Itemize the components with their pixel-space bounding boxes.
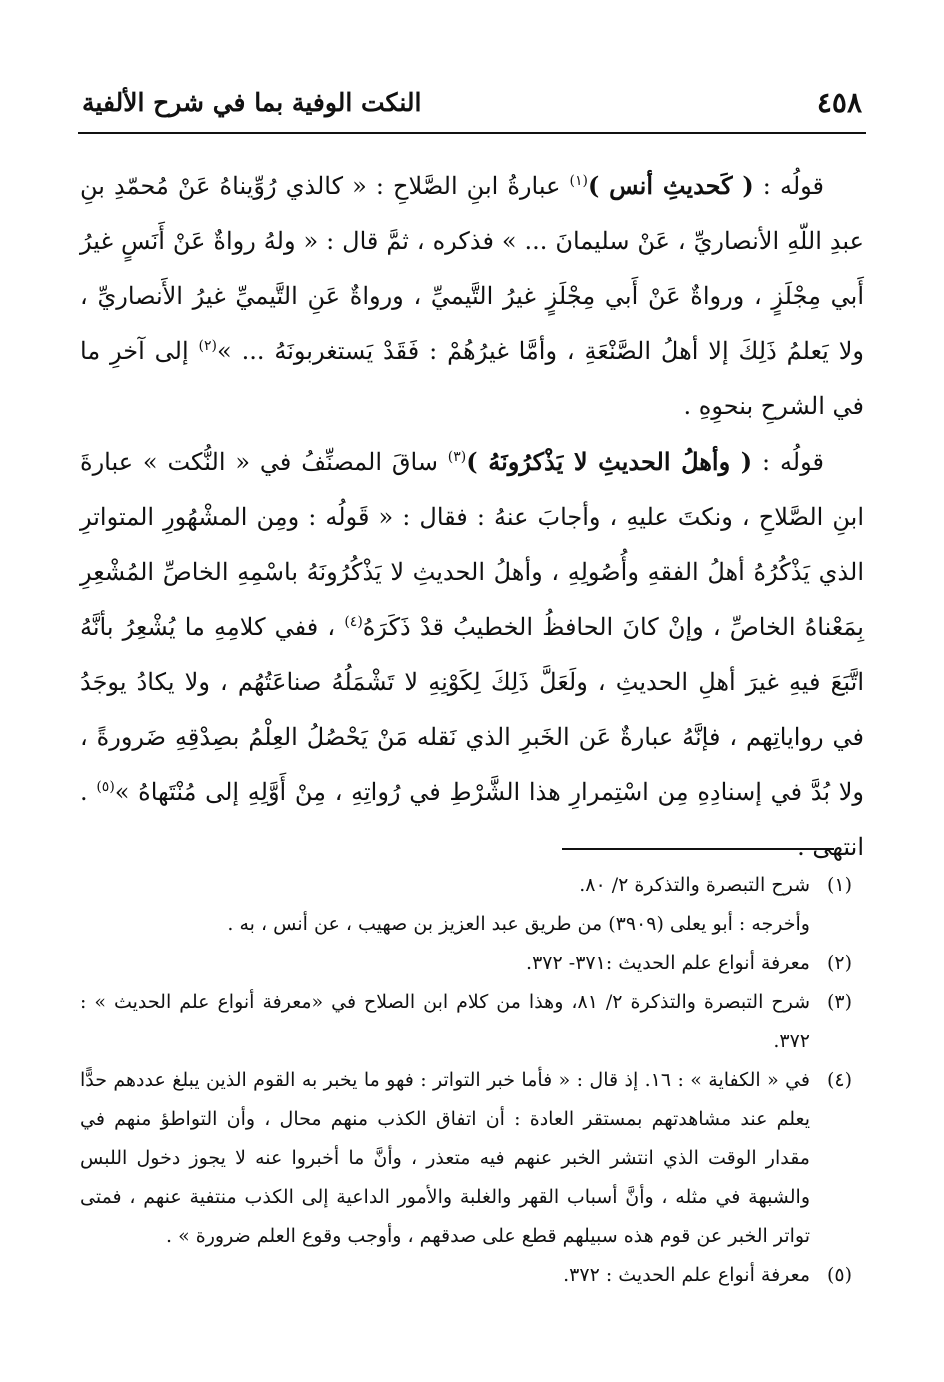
- footnote-number: (٥): [826, 1264, 852, 1286]
- paragraph-lead: قولُه :: [753, 172, 824, 200]
- footnote-ref-3[interactable]: (٣): [447, 449, 467, 465]
- footnote-ref-4[interactable]: (٤): [344, 614, 363, 630]
- footnote-2: [80, 944, 852, 983]
- footnote-ref-5[interactable]: (٥): [96, 779, 115, 795]
- lemma: ( وأهلُ الحديثِ لا يَذْكرُونَهُ ): [466, 447, 753, 476]
- footnote-ref-2[interactable]: (٢): [198, 338, 218, 354]
- footnote-text: في « الكفاية » : ١٦. إذ قال : « فأما خبر التواتر : فهو ما يخبر به القوم الذين يبلغ عددهم حدًّا يعلم عند مشاهدتهم بمستقر العادة : أن اتفاق الكذب منهم محال ، وأن التواطؤ منهم في مقدار الوقت الذي انتشر الخبر عنهم فيه متعذر ، وأنَّ ما أخبروا عنه لا يجوز دخول اللبس والشبهة في مثله ، وأنَّ أسباب القهر والغلبة والأمور الداعية إلى الكذب منتفية عنهم ، فمتى تواتر الخبر عن قوم هذه سبيلهم قطع على صدقهم ، وأوجب وقوع العلم ضرورة » .: [80, 1069, 811, 1247]
- paragraph-1: [80, 158, 864, 434]
- footnote-4: [80, 1061, 852, 1256]
- paragraph-text: إلى آخرِ ما في الشرحِ بنحوِهِ .: [80, 337, 864, 420]
- paragraph-text: . انتهى .: [80, 778, 864, 861]
- paragraph-text: عبارةُ ابنِ الصَّلاحِ : « كالذي رُوِّيناهُ عَنْ مُحمّدِ بنِ عبدِ اللّهِ الأنصاريِّ ، عَنْ سليمانَ ... » فذكره ، ثمَّ قال : « ولهُ رواةٌ عَنْ أَنَسٍ غيرُ أَبي مِجْلَزٍ ، ورواةٌ عَنْ أَبي مِجْلَزٍ غيرُ التَّيميِّ ، ورواةٌ عَنِ التَّيميِّ غيرُ الأَنصاريِّ ، ولا يَعلمُ ذَلِكَ إلا أهلُ الصَّنْعَةِ ، وأمَّا غيرُهُمْ : فَقَدْ يَستغربونَهُ ... »: [80, 172, 864, 365]
- paragraph-text: ، ففي كلامِهِ ما يُشْعِرُ بأنَّهُ اتَّبَعَ فيهِ غيرَ أهلِ الحديثِ ، ولَعَلَّ ذَلِكَ لِكَوْنِهِ لا تَشْمَلُهُ صناعَتُهُم ، ولا يكادُ يوجَدُ في رواياتِهم ، فإنَّهُ عبارةٌ عَن الخَبرِ الذي نَقله مَنْ يَحْصُلُ العِلْمُ بصِدْقِهِ ضَرورةً ، ولا بُدَّ في إسنادِهِ مِن اسْتِمرارِ هذا الشَّرْطِ في رُواتِهِ ، مِنْ أَوَّلِهِ إلى مُنْتَهاهُ »: [80, 613, 864, 806]
- paragraph-lead: قولُه :: [752, 448, 824, 476]
- footnote-number: (١): [826, 874, 852, 896]
- paragraph-text: ساقَ المصنِّفُ في « النُّكت » عبارةَ ابنِ الصَّلاحِ ، ونكتَ عليهِ ، وأجابَ عنهُ : فقال : « قَولُه : ومِن المشْهُورِ المتواترِ الذي يَذْكُرُهُ أهلُ الفقهِ وأُصُولِهِ ، وأهلُ الحديثِ لا يَذْكُرُونَهُ باسْمِهِ الخاصِّ المُشْعِرِ بِمَعْناهُ الخاصِّ ، وإنْ كانَ الحافظُ الخطيبُ قدْ ذَكَرَهُ: [80, 448, 864, 641]
- footnote-number: (٢): [826, 952, 852, 974]
- footnote-1: [80, 866, 852, 944]
- footnote-number: (٣): [826, 991, 852, 1013]
- page-header: [82, 80, 862, 124]
- paragraph-2: [80, 434, 864, 875]
- footnote-text: شرح التبصرة والتذكرة ٢/ ٨١، وهذا من كلام ابن الصلاح في «معرفة أنواع علم الحديث » : ٣٧٢.: [80, 991, 811, 1052]
- footnote-text: معرفة أنواع علم الحديث :٣٧١- ٣٧٢.: [526, 952, 810, 974]
- lemma: ( كَحديثِ أنس ): [587, 171, 754, 200]
- main-text: [80, 158, 864, 875]
- footnote-text: وأخرجه : أبو يعلى (٣٩٠٩) من طريق عبد العزيز بن صهيب ، عن أنس ، به .: [227, 913, 810, 935]
- page-number: ٤٥٨: [816, 85, 862, 119]
- footnote-rule: [562, 848, 834, 850]
- footnote-5: [80, 1256, 852, 1295]
- footnote-ref-1[interactable]: (١): [569, 173, 588, 189]
- footnote-number: (٤): [826, 1069, 852, 1091]
- footnote-3: [80, 983, 852, 1061]
- footnotes: [80, 866, 852, 1295]
- running-title: النكت الوفية بما في شرح الألفية: [82, 87, 422, 117]
- footnote-text: شرح التبصرة والتذكرة ٢/ ٨٠.: [579, 874, 810, 896]
- footnote-text: معرفة أنواع علم الحديث : ٣٧٢.: [563, 1264, 810, 1286]
- header-rule: [78, 132, 866, 134]
